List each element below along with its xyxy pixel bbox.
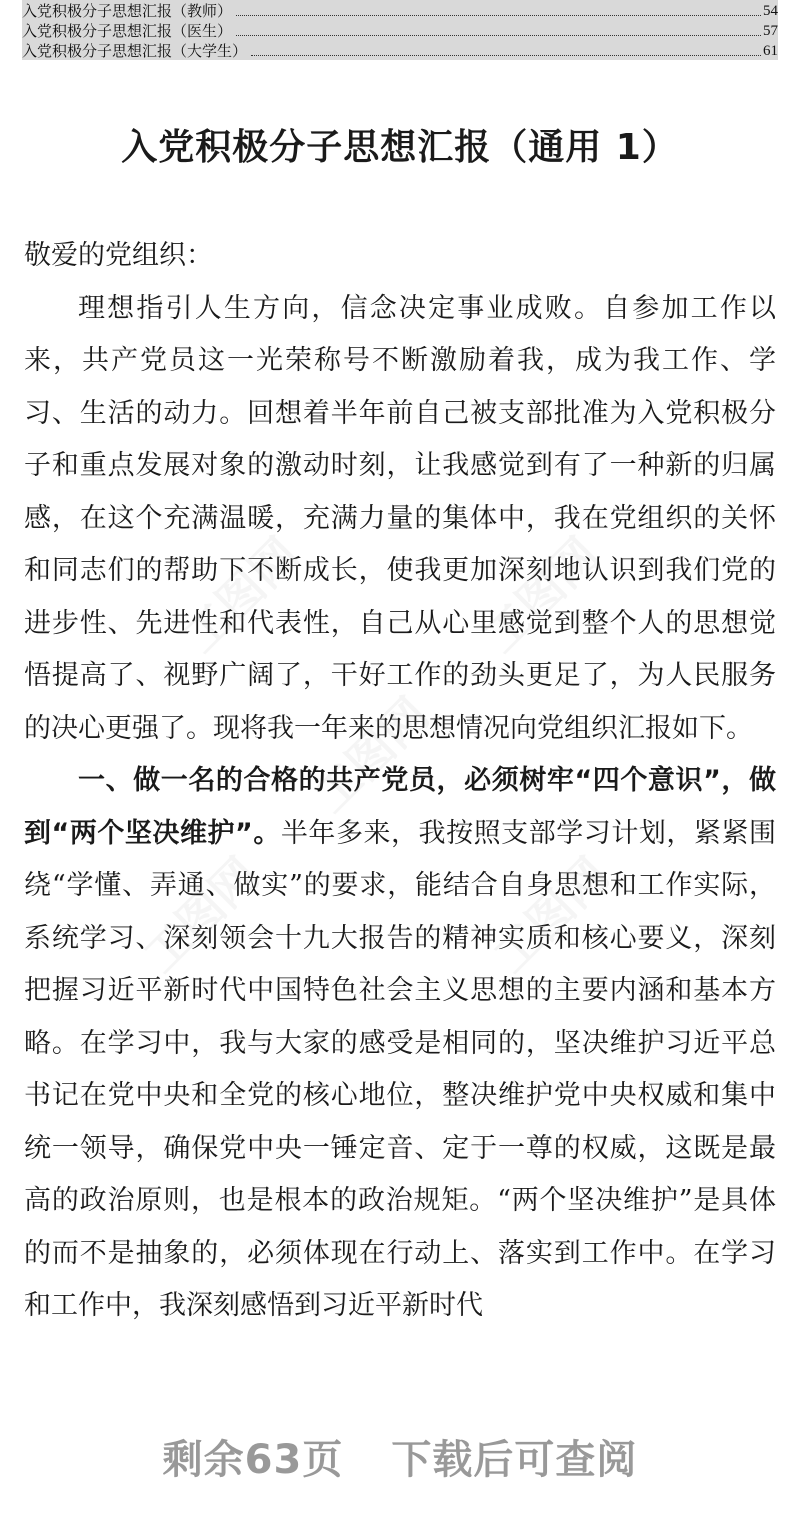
watermark: 工图网	[473, 527, 610, 664]
paragraph-text: 半年多来，我按照支部学习计划，紧紧围绕“学懂、弄通、做实”的要求，能结合自身思想和工作实际，系统学习、深刻领会十九大报告的精神实质和核心要义，深刻把握习近平新时代中国特色社会主义思想的主要内涵和基本方略。在学习中，我与大家的感受是相同的，坚决维护习近平总书记在党中央和全党的核心地位，整决维护党中央权威和集中统一领导，确保党中央一锤定音、定于一尊的权威，这既是最高的政治原则，也是根本的政治规矩。“两个坚决维护”是具体的而不是抽象的，必须体现在行动上、落实到工作中。在学习和工作中，我深刻感悟到习近平新时代	[24, 817, 777, 1321]
paragraph: 理想指引人生方向，信念决定事业成败。自参加工作以来，共产党员这一光荣称号不断激励着我，成为我工作、学习、生活的动力。回想着半年前自己被支部批准为入党积极分子和重点发展对象的激动时刻，让我感觉到有了一种新的归属感，在这个充满温暖，充满力量的集体中，我在党组织的关怀和同志们的帮助下不断成长，使我更加深刻地认识到我们党的进步性、先进性和代表性，自己从心里感觉到整个人的思想觉悟提高了、视野广阔了，干好工作的劲头更足了，为人民服务的决心更强了。现将我一年来的思想情况向党组织汇报如下。	[24, 292, 776, 744]
toc-entry[interactable]	[22, 0, 778, 20]
download-prompt[interactable]	[0, 1428, 800, 1485]
watermark: 工图网	[303, 687, 440, 824]
watermark: 工图网	[173, 527, 310, 664]
table-of-contents	[22, 0, 778, 60]
toc-entry-title: 入党积极分子思想汇报（大学生）	[22, 42, 248, 60]
toc-entry-page: 61	[763, 43, 778, 59]
toc-entry-page: 57	[763, 23, 778, 39]
watermark: 工图网	[133, 847, 270, 984]
toc-entry-page: 54	[763, 3, 778, 19]
toc-leader-dots	[236, 14, 761, 16]
toc-entry[interactable]	[22, 40, 778, 60]
salutation: 敬爱的党组织：	[24, 240, 213, 271]
toc-entry-title: 入党积极分子思想汇报（教师）	[22, 2, 233, 20]
paragraph	[24, 755, 776, 1333]
document-title: 入党积极分子思想汇报（通用 1）	[121, 127, 679, 168]
remaining-pages-label: 剩余63页	[162, 1437, 344, 1483]
document-body	[24, 230, 776, 1333]
toc-leader-dots	[251, 54, 761, 56]
watermark: 工图网	[483, 847, 620, 984]
section-heading: 一、做一名的合格的共产党员，必须树牢“四个意识”，做到“两个坚决维护”。	[24, 765, 776, 849]
toc-entry[interactable]	[22, 20, 778, 40]
toc-leader-dots	[236, 34, 761, 36]
download-to-view-label: 下载后可查阅	[391, 1437, 638, 1483]
toc-entry-title: 入党积极分子思想汇报（医生）	[22, 22, 233, 40]
